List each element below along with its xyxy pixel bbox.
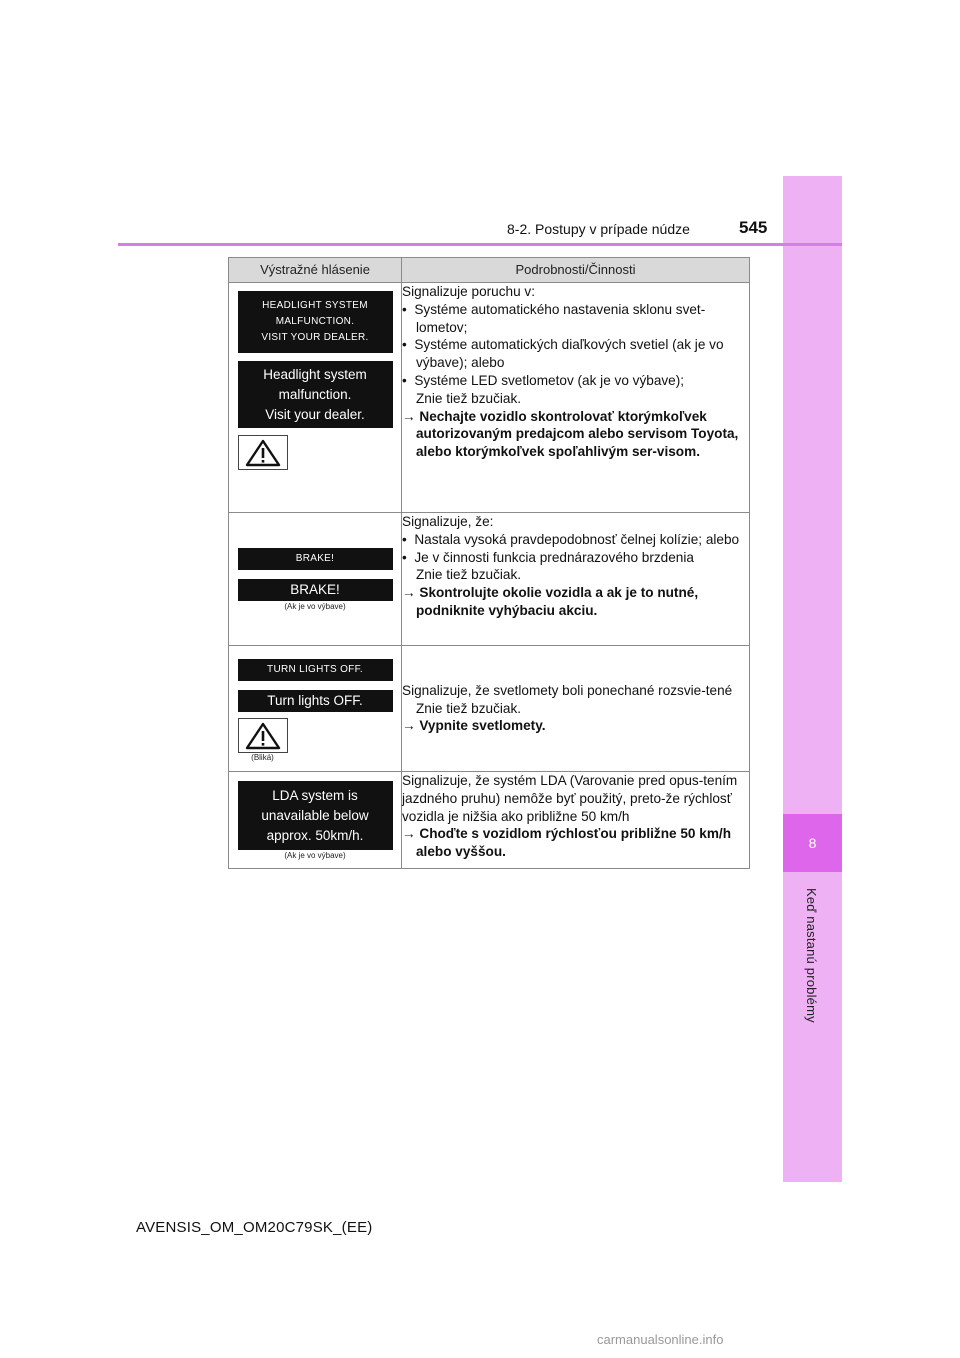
chapter-number: 8 <box>783 814 842 872</box>
display-large-lda: LDA system is unavailable below approx. 50km/h. <box>238 781 393 850</box>
display-small-brake: BRAKE! <box>238 548 393 570</box>
action-text: → Nechajte vozidlo skontrolovať ktorýmkoľvek autorizovaným predajcom alebo servisom Toyota, alebo ktorýmkoľvek spoľahlivým ser-visom. <box>402 408 739 460</box>
display-small-headlight: HEADLIGHT SYSTEM MALFUNCTION. VISIT YOUR DEALER. <box>238 291 393 353</box>
header-rule <box>118 243 842 246</box>
message-cell <box>229 772 402 869</box>
warning-triangle-icon <box>238 718 288 753</box>
document-code: AVENSIS_OM_OM20C79SK_(EE) <box>136 1219 373 1236</box>
page-number: 545 <box>739 218 768 237</box>
watermark: carmanualsonline.info <box>597 1332 724 1347</box>
display-large-brake: BRAKE! <box>238 579 393 601</box>
list-item: • Systéme LED svetlometov (ak je vo výbave); <box>402 372 685 388</box>
section-title: 8-2. Postupy v prípade núdze <box>507 221 690 237</box>
column-header-details: Podrobnosti/Činnosti <box>402 258 750 283</box>
list-item: • Systéme automatického nastavenia sklonu svet-lometov; <box>402 301 706 335</box>
list-item: • Je v činnosti funkcia prednárazového brzdenia <box>402 549 694 565</box>
message-cell <box>229 283 402 513</box>
details-cell: Signalizuje, že systém LDA (Varovanie pred opus-tením jazdného pruhu) nemôže byť použitý, preto-že rýchlosť vozidla je nižšia ako približne 50 km/h → Choďte s vozidlom rýchlosťou približne 50 km/h alebo vyššou. <box>402 772 750 869</box>
table-row <box>229 772 750 869</box>
warning-triangle-icon <box>238 435 288 470</box>
details-cell: Signalizuje poruchu v: • Systéme automatického nastavenia sklonu svet-lometov; • Systéme automatických diaľkových svetiel (ak je vo výbave); alebo • Systéme LED svetlometov (ak je vo výbave); Znie tiež bzučiak. → Nechajte vozidlo skontrolovať ktorýmkoľvek autorizovaným predajcom alebo servisom Toyota, alebo ktorýmkoľvek spoľahlivým ser-visom. <box>402 283 750 513</box>
list-item: • Systéme automatických diaľkových svetiel (ak je vo výbave); alebo <box>402 337 724 371</box>
display-large-lights: Turn lights OFF. <box>238 690 393 712</box>
caption: (Bliká) <box>251 753 274 762</box>
chapter-side-tab <box>783 176 842 1182</box>
warning-message-table <box>228 257 750 869</box>
action-text: → Choďte s vozidlom rýchlosťou približne 50 km/h alebo vyššou. <box>402 826 731 860</box>
display-small-lights: TURN LIGHTS OFF. <box>238 659 393 681</box>
message-cell <box>229 646 402 772</box>
action-text: → Skontrolujte okolie vozidla a ak je to nutné, podniknite vyhýbaciu akciu. <box>402 585 699 618</box>
table-header-row <box>229 258 750 283</box>
details-cell: Signalizuje, že: • Nastala vysoká pravdepodobnosť čelnej kolízie; alebo • Je v činnosti funkcia prednárazového brzdenia Znie tiež bzučiak. → Skontrolujte okolie vozidla a ak je to nutné, podniknite vyhýbaciu akciu. <box>402 513 750 646</box>
table-row <box>229 646 750 772</box>
details-cell: Signalizuje, že svetlomety boli ponechané rozsvie-tené Znie tiež bzučiak. → Vypnite svetlomety. <box>402 646 750 772</box>
table-row <box>229 283 750 513</box>
display-large-headlight: Headlight system malfunction. Visit your dealer. <box>238 361 393 428</box>
list-item: • Nastala vysoká pravdepodobnosť čelnej kolízie; alebo <box>402 531 740 547</box>
caption: (Ak je vo výbave) <box>284 851 346 860</box>
caption: (Ak je vo výbave) <box>284 602 346 611</box>
message-cell <box>229 513 402 646</box>
column-header-message: Výstražné hlásenie <box>229 258 402 283</box>
chapter-title: Keď nastanú problémy <box>804 888 819 1023</box>
table-row <box>229 513 750 646</box>
action-text: → Vypnite svetlomety. <box>402 718 546 734</box>
